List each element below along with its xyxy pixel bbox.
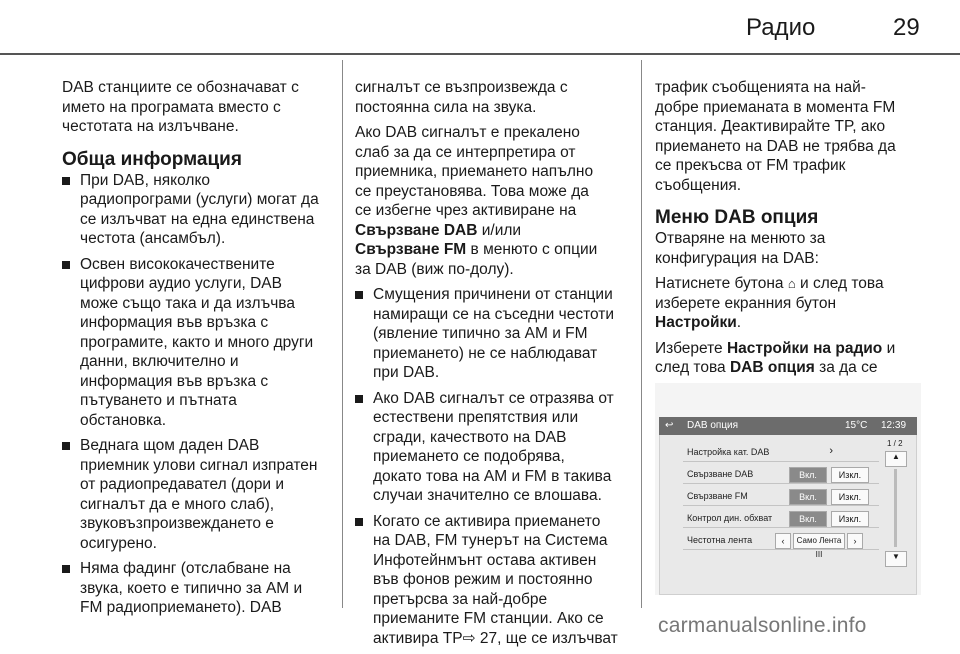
menu-term: Свързване FM — [355, 241, 467, 258]
bullet-icon — [62, 177, 70, 185]
bullet-icon — [355, 291, 363, 299]
band-value: Само Лента III — [793, 533, 845, 549]
home-icon: ⌂ — [787, 276, 796, 291]
screen-illustration — [655, 383, 921, 595]
column-1 — [62, 78, 330, 624]
column-divider — [641, 60, 642, 608]
watermark: carmanualsonline.info — [658, 614, 867, 637]
list-item: Освен висококачествените цифрови аудио услуги, DAB може също така и да излъчва информация във връзка с програмите, както и много други данни, включително и информация във връзка с пътуването и пътната обстановка. — [62, 255, 330, 431]
chevron-right-icon: › — [847, 533, 863, 549]
paragraph: Отваряне на менюто за конфигурация на DAB: — [655, 230, 826, 267]
menu-row: Свързване DAB Вкл. Изкл. — [683, 465, 879, 484]
screen-title-bar — [659, 417, 917, 435]
menu-row: Честотна лента ‹ Само Лента III › — [683, 531, 879, 550]
clock: 12:39 — [881, 420, 907, 431]
menu-term: DAB опция — [729, 359, 815, 376]
paragraph: Натиснете бутона ⌂ и след това изберете екранния бутон Настройки. — [655, 275, 884, 331]
menu-row: Настройка кат. DAB › — [683, 443, 879, 462]
list-item: Смущения причинени от станции намиращи се на съседни честоти (явление типично за AM и FM приемането) не се наблюдават при DAB. — [355, 285, 625, 383]
list-item: Веднага щом даден DAB приемник улови сигнал изпратен от радиопредавател (дори и сигналът да е много слаб), звуковъзпроизвеждането е осигурено. — [62, 436, 330, 553]
off-button: Изкл. — [831, 511, 869, 527]
page-title: Радио — [746, 14, 816, 41]
column-2 — [355, 78, 625, 654]
chevron-left-icon: ‹ — [775, 533, 791, 549]
chevron-right-icon: › — [829, 445, 833, 457]
menu-term: Свързване DAB — [355, 221, 478, 239]
scroll-up-icon: ▲ — [885, 451, 907, 467]
bullet-icon — [62, 261, 70, 269]
column-divider — [342, 60, 343, 608]
screen-title: DAB опция — [687, 420, 739, 431]
menu-row: Свързване FM Вкл. Изкл. — [683, 487, 879, 506]
menu-term: Настройки — [655, 314, 737, 331]
section-heading: Меню DAB опция — [655, 207, 819, 228]
intro-paragraph: DAB станциите се обозначават с името на програмата вместо с честотата на излъчване. — [62, 79, 299, 135]
list-item: Когато се активира приемането на DAB, FM тунерът на Система Инфотейнмънт остава активен във фонов режим и постоянно претърсва за най-добре приеманите FM станции. Ако се активира TP⇨ 27, ще се излъчват — [355, 512, 625, 649]
bullet-icon — [62, 442, 70, 450]
back-icon: ↩ — [665, 420, 674, 431]
on-button: Вкл. — [789, 467, 827, 483]
column-3 — [655, 78, 927, 403]
on-button: Вкл. — [789, 489, 827, 505]
continued-paragraph: сигналът се възпроизвежда с постоянна сила на звука. — [355, 79, 568, 116]
scroll-track — [894, 469, 897, 547]
bullet-icon — [355, 518, 363, 526]
page-indicator: 1 / 2 — [887, 439, 903, 448]
menu-term: Настройки на радио — [726, 339, 883, 357]
temperature: 15°C — [845, 420, 868, 431]
continued-paragraph: трафик съобщенията на най- добре приеманата в момента FM станция. Деактивирайте TP, ако приемането на DAB не трябва да се прекъсва от FM трафик съобщения. — [655, 79, 896, 194]
scrollbar — [885, 439, 907, 579]
off-button: Изкл. — [831, 489, 869, 505]
list-item: Няма фадинг (отслабване на звука, което е типично за AM и FM радиоприемането). DAB — [62, 559, 330, 618]
header-divider — [0, 53, 960, 55]
on-button: Вкл. — [789, 511, 827, 527]
paragraph: Ако DAB сигналът е прекалено слаб за да се интерпретира от приемника, приемането напълно се преустановява. Това може да се избегне чрез активиране на Свързване DAB и/или Свързване FM в менюто с опции за DAB (виж по-долу). — [355, 124, 598, 278]
page-reference-icon: ⇨ — [462, 629, 476, 647]
section-heading: Обща информация — [62, 148, 242, 170]
list-item: Ако DAB сигналът се отразява от естествени препятствия или сгради, качеството на DAB приемането се подобрява, докато това на AM и FM в такива случаи значително се влошава. — [355, 389, 625, 506]
scroll-down-icon: ▼ — [885, 551, 907, 567]
bullet-icon — [62, 565, 70, 573]
paragraph: Изберете Настройки на радио и след това DAB опция за да се — [655, 339, 896, 376]
bullet-icon — [355, 395, 363, 403]
list-item: При DAB, няколко радиопрограми (услуги) могат да се излъчват на една единствена честота (ансамбъл). — [62, 171, 330, 249]
menu-row: Контрол дин. обхват Вкл. Изкл. — [683, 509, 879, 528]
page-number: 29 — [893, 14, 920, 41]
off-button: Изкл. — [831, 467, 869, 483]
